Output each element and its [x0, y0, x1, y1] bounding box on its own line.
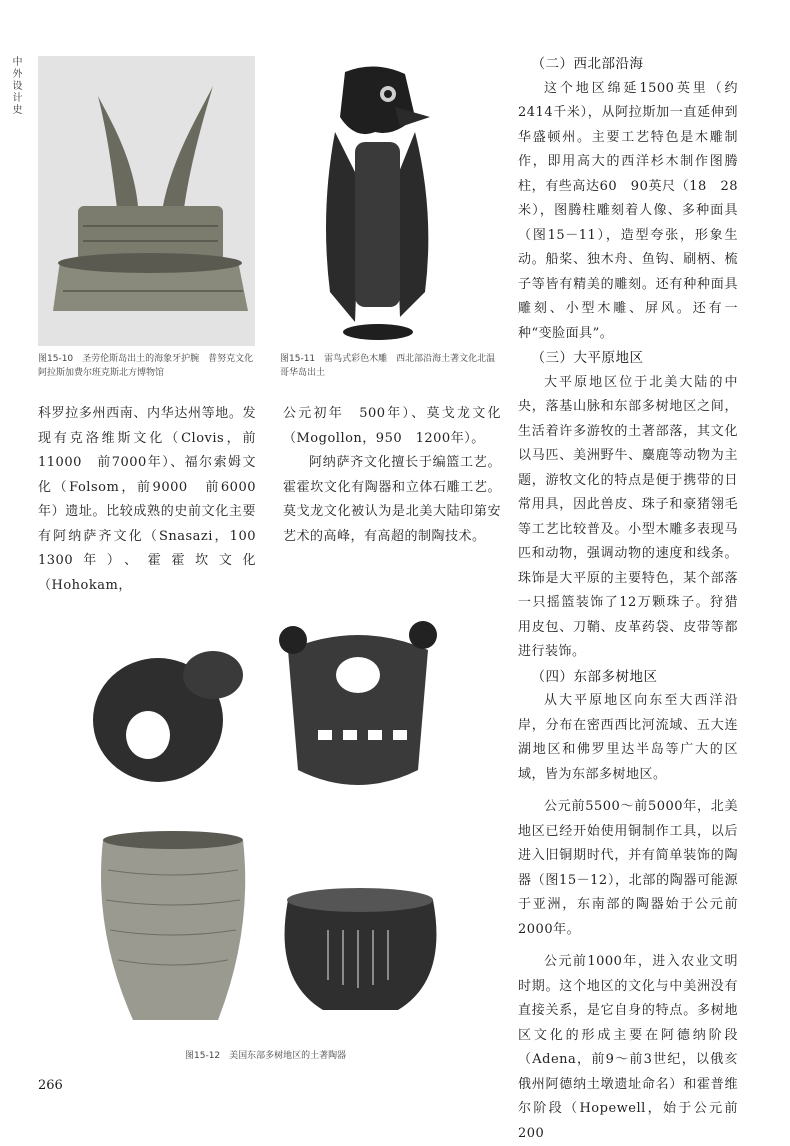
paragraph-crafts: 阿纳萨齐文化擅长于编篮工艺。霍霍坎文化有陶器和立体石雕工艺。莫戈龙文化被认为是北美大陆印第安艺术的高峰，有高超的制陶技术。 — [283, 455, 501, 544]
paragraph-eastern-woodlands-3: 公元前1000年，进入农业文明时期。这个地区的文化与中美洲没有直接关系，是它自身的特点。多树地区文化的形成主要在阿德纳阶段（Adena，前9～前3世纪，以俄亥俄州阿德纳土墩遗址命名）和霍普维尔阶段（Hopewell，始于公元前200 — [518, 954, 738, 1141]
figure-15-12-caption: 图15-12 美国东部多树地区的土著陶器 — [185, 1051, 347, 1061]
heading-great-plains: （三）大平原地区 — [531, 350, 644, 366]
paragraph-cultures-continued: 公元初年 500年）、莫戈龙文化（Mogollon，950 1200年）。 — [283, 406, 501, 446]
figure-15-10-caption: 图15-10 圣劳伦斯岛出土的海象牙护腕 普努克文化 阿拉斯加费尔班克斯北方博物馆 — [38, 354, 263, 378]
right-column — [518, 52, 738, 1146]
figure-15-11-caption: 图15-11 雷鸟式彩色木雕 西北部沿海土著文化北温哥华岛出土 — [280, 354, 496, 378]
walrus-ivory-guard-image — [38, 56, 255, 346]
paragraph-great-plains: 大平原地区位于北美大陆的中央，落基山脉和东部多树地区之间，生活着许多游牧的土著部落，其文化以马匹、美洲野牛、麋鹿等动物为主题，游牧文化的特点是便于携带的日常用具，因此兽皮、珠子和豪猪翎毛等工艺比较普及。小型木雕多表现马匹和动物，强调动物的速度和线条。珠饰是大平原的主要特色，某个部落一只摇篮装饰了12万颗珠子。狩猎用皮包、刀鞘、皮革药袋、皮带等都进行装饰。 — [518, 374, 738, 659]
side-label: 中外设计史 — [10, 56, 21, 116]
left-column-1 — [38, 402, 270, 598]
paragraph-eastern-woodlands-2: 公元前5500～前5000年，北美地区已经开始使用铜制作工具，以后进入旧铜期时代，并有简单装饰的陶器（图15－12），北部的陶器可能源于亚洲，东南部的陶器始于公元前2000年。 — [518, 799, 738, 937]
paragraph-eastern-woodlands-1: 从大平原地区向东至大西洋沿岸，分布在密西西比河流域、五大连湖地区和佛罗里达半岛等广大的区域，皆为东部多树地区。 — [518, 693, 738, 782]
pottery-group-image — [38, 600, 500, 1040]
heading-northwest-coast: （二）西北部沿海 — [531, 56, 644, 72]
paragraph-cultures: 科罗拉多州西南、内华达州等地。发现有克洛维斯文化（Clovis，前11000 前7000年）、福尔索姆文化（Folsom，前9000 前6000年）遗址。比较成熟的史前文化主要有阿纳萨齐文化（Snasazi，100 1300年）、霍霍坎文化（Hohokam， — [38, 406, 270, 593]
page-number: 266 — [38, 1078, 63, 1093]
figure-walrus-ivory-guard — [38, 56, 255, 346]
heading-eastern-woodlands: （四）东部多树地区 — [531, 668, 658, 685]
figure-pottery-group — [38, 600, 500, 1040]
figure-thunderbird-carving — [300, 62, 450, 344]
paragraph-northwest-coast: 这个地区绵延1500英里（约2414千米），从阿拉斯加一直延伸到华盛顿州。主要工艺特色是木雕制作，即用高大的西洋杉木制作图腾柱，有些高达60 90英尺（18 28米），图腾柱雕刻着人像、多种面具（图15－11），造型夸张，形象生动。船桨、独木舟、鱼钩、刷柄、梳子等皆有精美的雕刻。还有种种面具雕刻、小型木雕、屏风。还有一种“变脸面具”。 — [518, 80, 738, 341]
left-column-2 — [283, 402, 501, 549]
thunderbird-carving-image — [300, 62, 450, 344]
